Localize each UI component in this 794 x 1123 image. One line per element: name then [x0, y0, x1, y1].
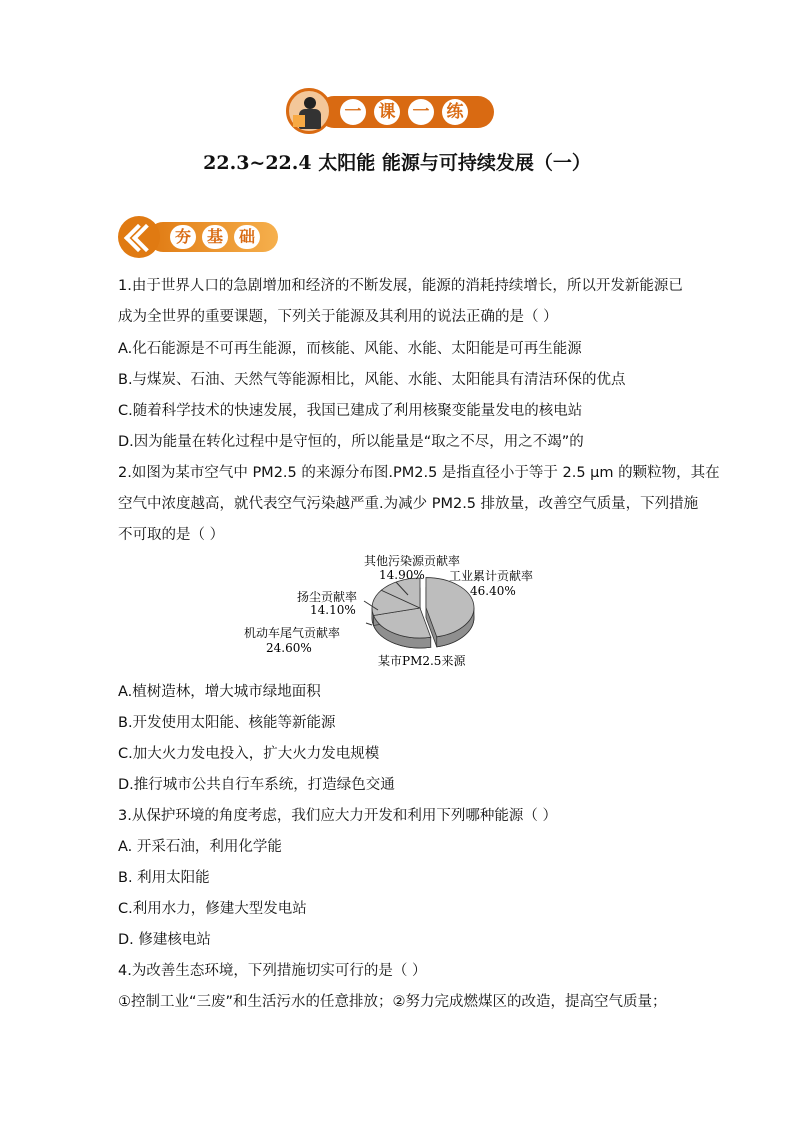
label-dust: 扬尘贡献率 — [297, 590, 358, 604]
q2-option-d: D.推行城市公共自行车系统，打造绿色交通 — [118, 777, 395, 793]
label-industry: 工业累计贡献率 — [449, 569, 534, 583]
banner-char: 课 — [374, 99, 400, 125]
q3-option-a: A. 开采石油，利用化学能 — [118, 839, 282, 855]
banner-char: 练 — [442, 99, 468, 125]
section-char: 基 — [202, 225, 228, 249]
q4-line1: ①控制工业“三废”和生活污水的任意排放；②努力完成燃煤区的改造，提高空气质量； — [118, 994, 667, 1010]
q2-option-a: A.植树造林，增大城市绿地面积 — [118, 684, 321, 700]
label-other: 其他污染源贡献率 — [364, 554, 461, 568]
banner-char: 一 — [408, 99, 434, 125]
q4-stem: 4.为改善生态环境，下列措施切实可行的是（ ） — [118, 963, 427, 979]
q2-stem-line1: 2.如图为某市空气中 PM2.5 的来源分布图.PM2.5 是指直径小于等于 2.5 μm 的颗粒物，其在 — [118, 465, 720, 481]
leader-line — [366, 623, 372, 625]
label-vehicle: 机动车尾气贡献率 — [244, 626, 341, 640]
pie-slices — [372, 578, 474, 648]
page-title: 22.3~22.4 太阳能 能源与可持续发展（一） — [203, 152, 591, 174]
q2-option-c: C.加大火力发电投入，扩大火力发电规模 — [118, 746, 380, 762]
value-dust: 14.10% — [310, 603, 356, 617]
section-char: 础 — [234, 225, 260, 249]
q3-option-c: C.利用水力，修建大型发电站 — [118, 901, 307, 917]
double-chevron-icon — [118, 216, 160, 258]
q1-option-a: A.化石能源是不可再生能源，而核能、风能、水能、太阳能是可再生能源 — [118, 341, 582, 357]
banner-text — [340, 99, 468, 125]
pm25-pie-chart — [230, 550, 570, 675]
q1-option-b: B.与煤炭、石油、天然气等能源相比，风能、水能、太阳能具有清洁环保的优点 — [118, 372, 626, 388]
q2-stem-line2: 空气中浓度越高，就代表空气污染越严重.为减少 PM2.5 排放量，改善空气质量，下列措施 — [118, 496, 699, 512]
value-industry: 46.40% — [470, 584, 516, 598]
q3-stem: 3.从保护环境的角度考虑，我们应大力开发和利用下列哪种能源（ ） — [118, 808, 557, 824]
value-vehicle: 24.60% — [266, 641, 312, 655]
lesson-banner — [286, 88, 496, 134]
section-title — [170, 225, 260, 249]
value-other: 14.90% — [379, 568, 425, 582]
section-header — [118, 216, 278, 258]
q3-option-b: B. 利用太阳能 — [118, 870, 210, 886]
q1-stem-line2: 成为全世界的重要课题，下列关于能源及其利用的说法正确的是（ ） — [118, 309, 558, 325]
reader-illustration — [286, 88, 332, 134]
q1-option-d: D.因为能量在转化过程中是守恒的，所以能量是“取之不尽，用之不竭”的 — [118, 434, 584, 450]
q1-stem-line1: 1.由于世界人口的急剧增加和经济的不断发展，能源的消耗持续增长，所以开发新能源已 — [118, 278, 683, 294]
q3-option-d: D. 修建核电站 — [118, 932, 211, 948]
q2-stem-line3: 不可取的是（ ） — [118, 527, 225, 543]
q2-option-b: B.开发使用太阳能、核能等新能源 — [118, 715, 336, 731]
banner-char: 一 — [340, 99, 366, 125]
q1-option-c: C.随着科学技术的快速发展，我国已建成了利用核聚变能量发电的核电站 — [118, 403, 583, 419]
chart-title: 某市PM2.5来源 — [378, 654, 466, 668]
section-char: 夯 — [170, 225, 196, 249]
